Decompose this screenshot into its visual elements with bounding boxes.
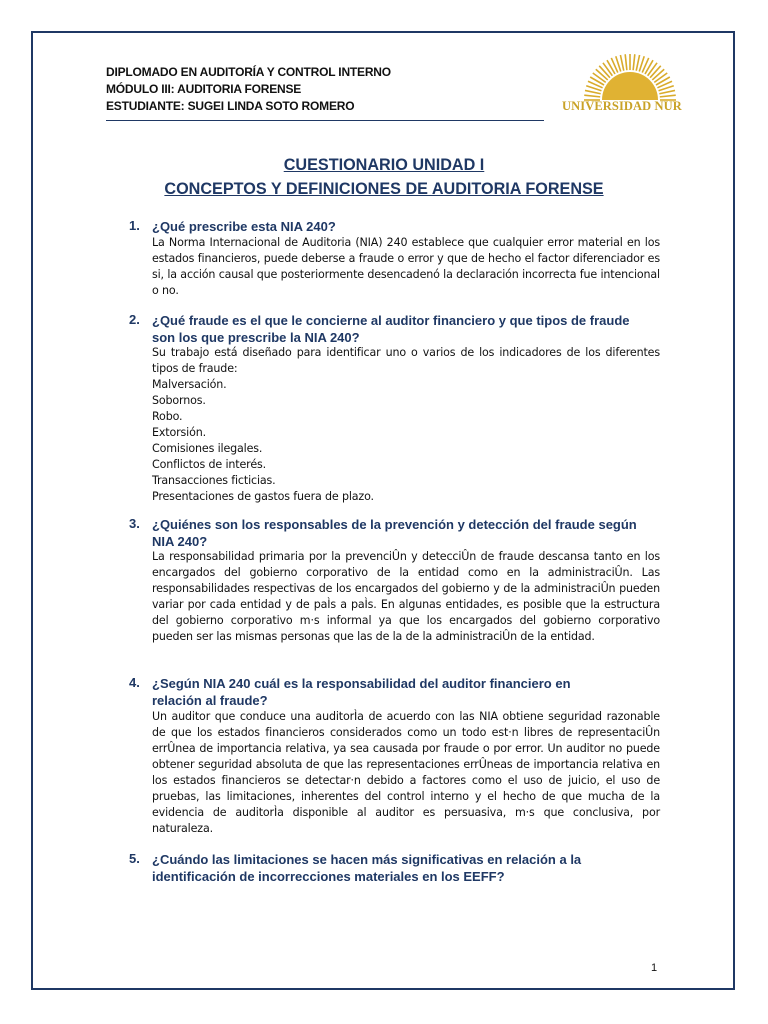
list-item: Comisiones ilegales.	[152, 442, 263, 455]
sunburst-icon	[562, 54, 698, 104]
university-logo	[562, 54, 698, 122]
document-subtitle: CONCEPTOS Y DEFINICIONES DE AUDITORIA FORENSE	[164, 180, 604, 198]
list-item: Conflictos de interés.	[152, 458, 267, 471]
question-number: 4.	[129, 675, 140, 690]
question-title: ¿Según NIA 240 cuál es la responsabilidad del auditor financiero en relación al fraude?	[152, 676, 571, 708]
page-number: 1	[651, 962, 658, 974]
question-number: 3.	[129, 516, 140, 531]
header-divider	[106, 120, 544, 121]
list-item: Extorsión.	[152, 426, 206, 439]
header-program: DIPLOMADO EN AUDITORÍA Y CONTROL INTERNO	[106, 65, 391, 79]
document-title: CUESTIONARIO UNIDAD I	[283, 156, 485, 174]
question-answer: La responsabilidad primaria por la prevenciÛn y detecciÛn de fraude descansa tanto en los encargados del gobierno corporativo de la entidad como en la administraciÛn. Las responsabilidades respectivas de los encargados del gobierno y de la administraciÛn pueden variar por cada entidad y de paÌs a paÌs. En algunas entidades, es posible que la estructura del gobierno corporativo m·s informal ya que los encargados del gobierno corporativo pueden ser las mismas personas que las de la de la administraciÛn de la entidad.	[152, 550, 660, 643]
list-item: Transacciones ficticias.	[152, 474, 276, 487]
header-student: ESTUDIANTE: SUGEI LINDA SOTO ROMERO	[106, 99, 355, 113]
question-answer: La Norma Internacional de Auditoria (NIA) 240 establece que cualquier error material en los estados financieros, puede deberse a fraude o error y que de hecho el factor diferenciador es si, la acción causal que posteriormente desencadenó la declaración incorrecta fue intencional o no.	[152, 236, 660, 297]
logo-text: UNIVERSIDAD NUR	[562, 99, 682, 113]
question-title: ¿Quiénes son los responsables de la prevención y detección del fraude según NIA 240?	[152, 517, 637, 549]
question-number: 5.	[129, 851, 140, 866]
question-answer: Su trabajo está diseñado para identificar uno o varios de los indicadores de los diferentes tipos de fraude:	[152, 346, 660, 375]
fraud-types-list	[152, 377, 652, 505]
list-item: Malversación.	[152, 378, 227, 391]
question-number: 2.	[129, 312, 140, 327]
question-title: ¿Cuándo las limitaciones se hacen más significativas en relación a la identificación de incorrecciones materiales en los EEFF?	[152, 852, 582, 884]
list-item: Presentaciones de gastos fuera de plazo.	[152, 490, 374, 503]
question-title: ¿Qué prescribe esta NIA 240?	[152, 219, 336, 234]
header-module: MÓDULO III: AUDITORIA FORENSE	[106, 82, 302, 96]
question-title: ¿Qué fraude es el que le concierne al auditor financiero y que tipos de fraude son los que prescribe la NIA 240?	[152, 313, 630, 345]
list-item: Robo.	[152, 410, 183, 423]
list-item: Sobornos.	[152, 394, 206, 407]
question-answer: Un auditor que conduce una auditorÌa de acuerdo con las NIA obtiene seguridad razonable de que los estados financieros considerados como un todo est·n libres de representaciÛn errÛnea de importancia relativa, ya sea causada por fraude o por error. Un auditor no puede obtener seguridad absoluta de que las representaciones errÛneas de importancia relativa en los estados financieros se detectar·n debido a factores como el uso de juicio, el uso de pruebas, las limitaciones, inherentes del control interno y el hecho de que mucha de la evidencia de auditorÌa disponible al auditor es persuasiva, m·s que conclusiva, por naturaleza.	[152, 710, 660, 835]
question-number: 1.	[129, 218, 140, 233]
document-header	[106, 64, 391, 115]
